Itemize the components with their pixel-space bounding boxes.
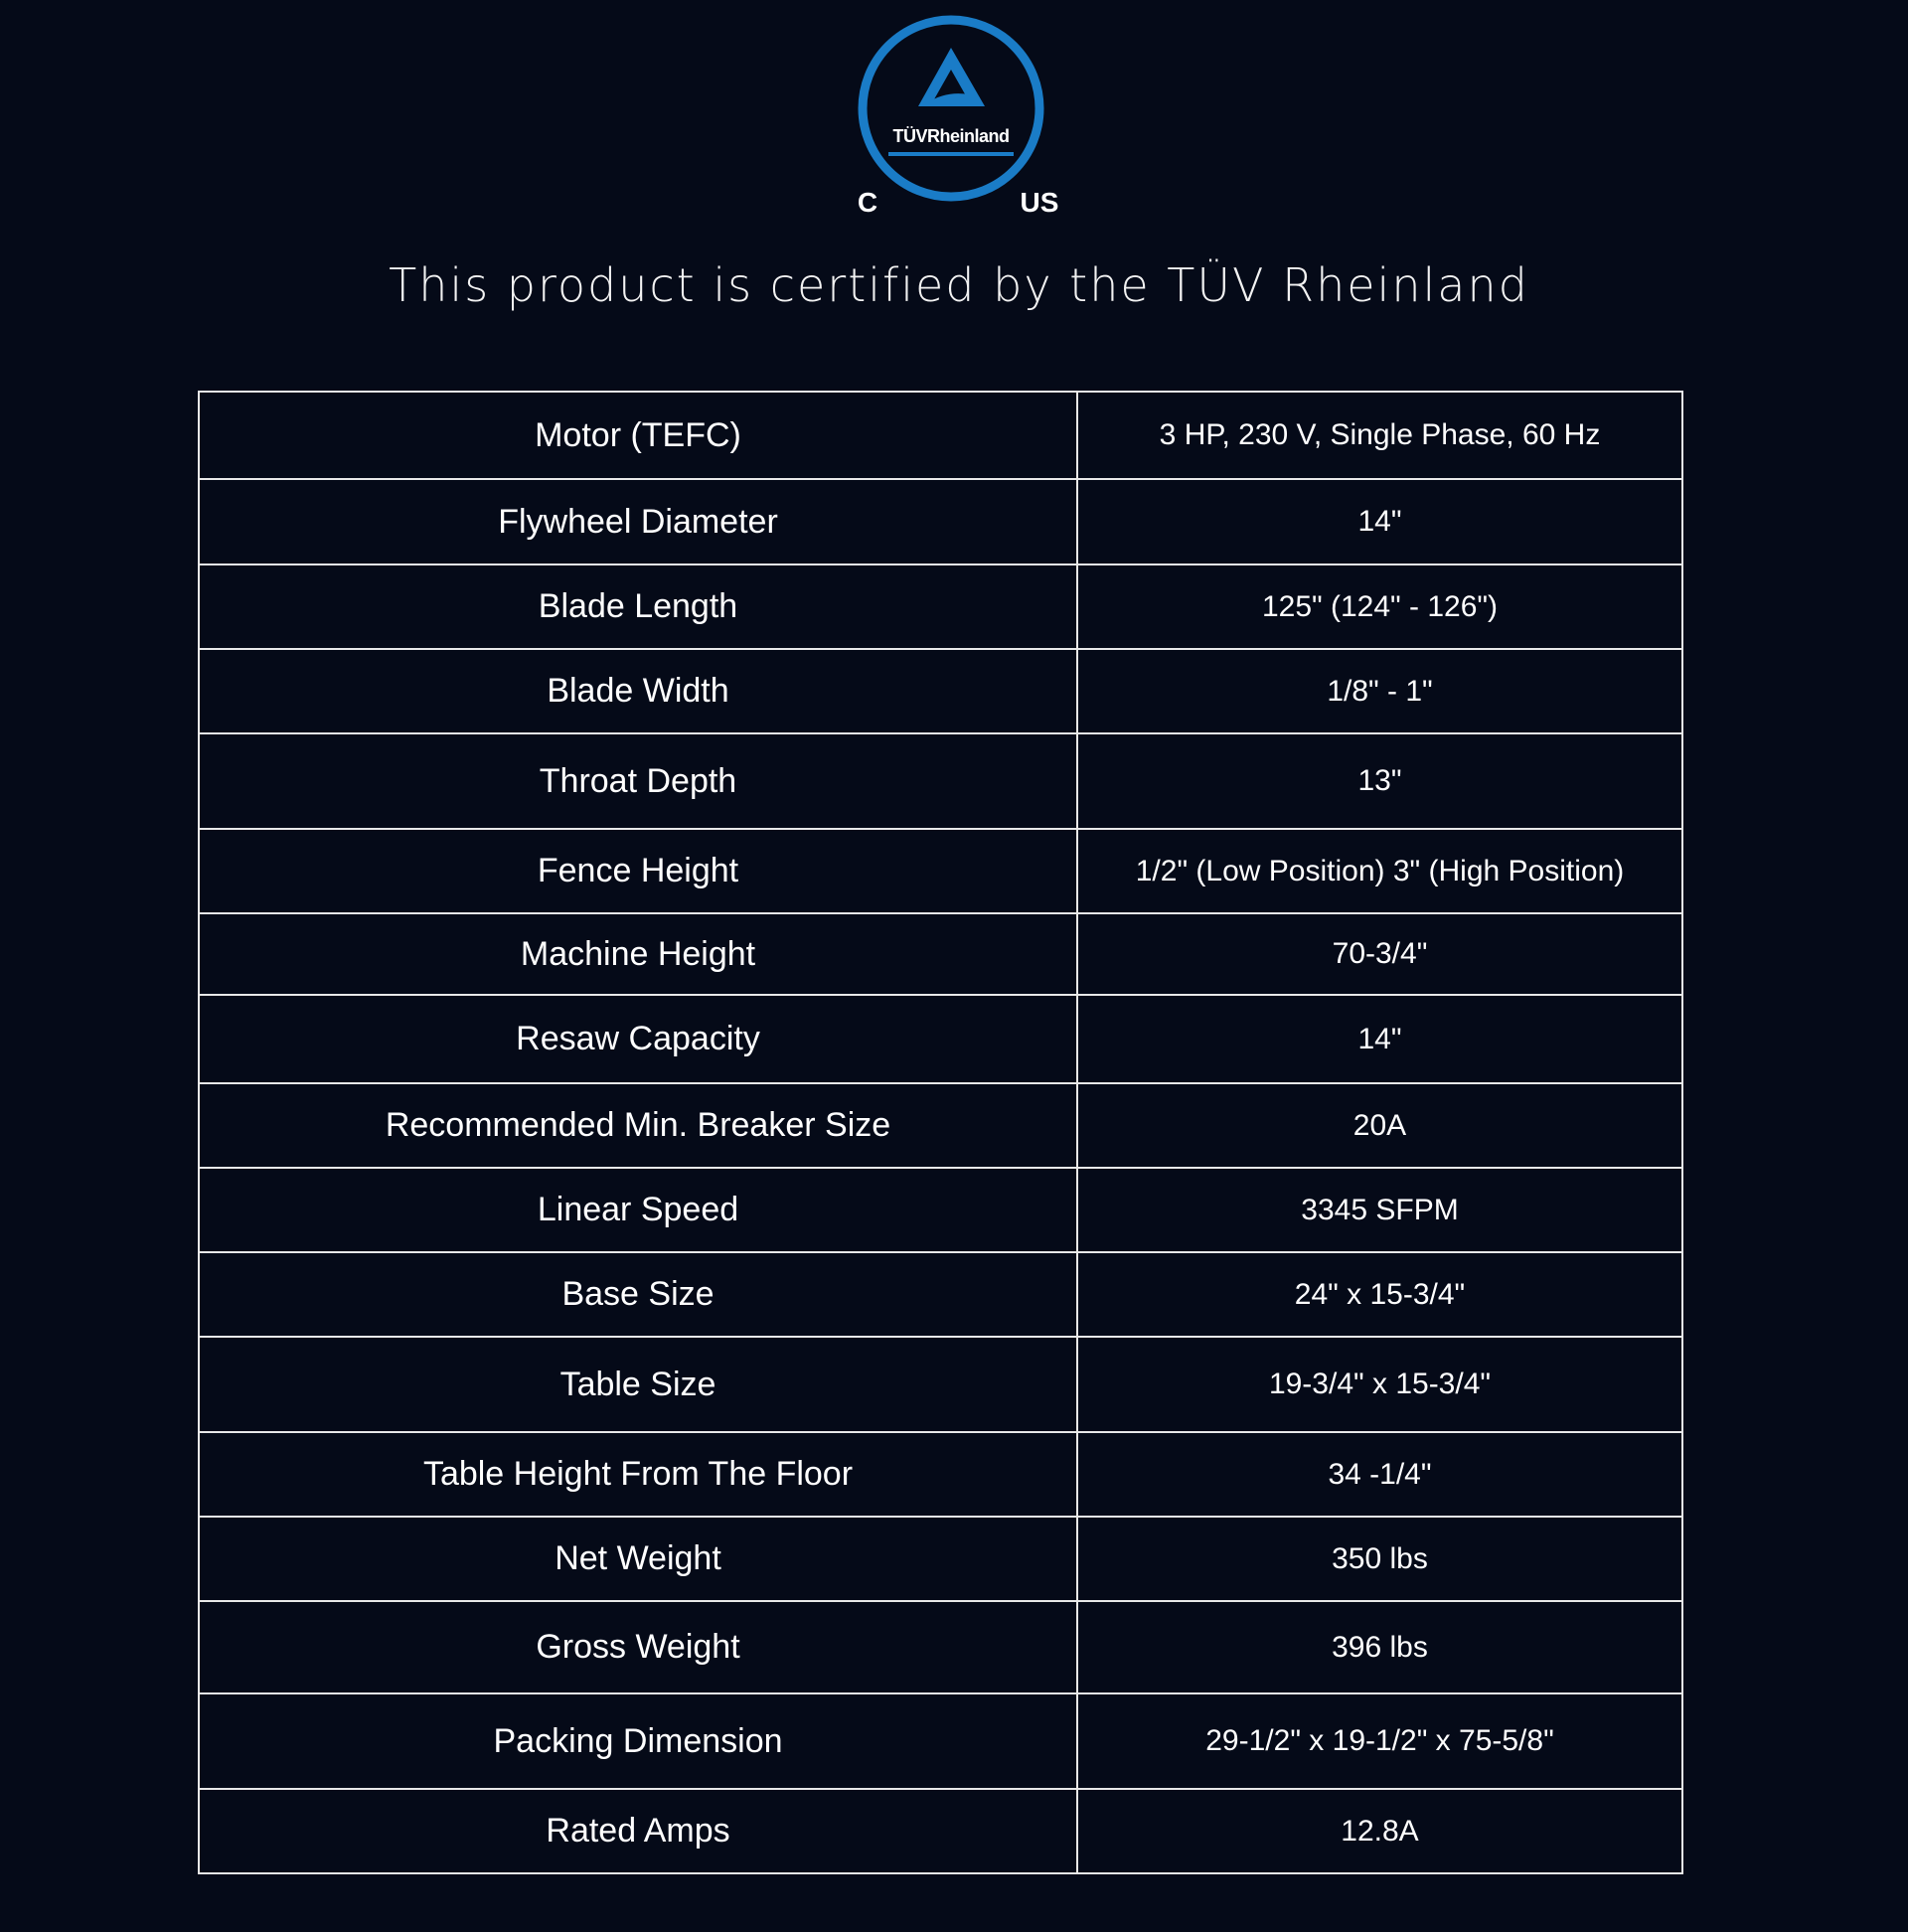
spec-label: Gross Weight: [199, 1601, 1077, 1693]
table-row: [199, 1168, 1682, 1252]
table-row: [199, 733, 1682, 829]
spec-value: 12.8A: [1077, 1789, 1682, 1873]
table-row: [199, 564, 1682, 649]
tuv-rheinland-logo: [851, 8, 1069, 227]
spec-label: Machine Height: [199, 913, 1077, 995]
spec-value: 3345 SFPM: [1077, 1168, 1682, 1252]
table-row: [199, 995, 1682, 1083]
spec-label: Recommended Min. Breaker Size: [199, 1083, 1077, 1168]
spec-value: 24" x 15-3/4": [1077, 1252, 1682, 1337]
spec-value: 13": [1077, 733, 1682, 829]
spec-value: 19-3/4" x 15-3/4": [1077, 1337, 1682, 1432]
table-row: [199, 1601, 1682, 1693]
spec-label: Throat Depth: [199, 733, 1077, 829]
table-row: [199, 1789, 1682, 1873]
table-row: [199, 479, 1682, 564]
spec-label: Base Size: [199, 1252, 1077, 1337]
spec-value: 1/2" (Low Position) 3" (High Position): [1077, 829, 1682, 913]
spec-value: 70-3/4": [1077, 913, 1682, 995]
spec-label: Linear Speed: [199, 1168, 1077, 1252]
spec-label: Motor (TEFC): [199, 392, 1077, 479]
spec-label: Blade Length: [199, 564, 1077, 649]
spec-label: Table Size: [199, 1337, 1077, 1432]
table-row: [199, 1083, 1682, 1168]
spec-label: Flywheel Diameter: [199, 479, 1077, 564]
spec-value: 396 lbs: [1077, 1601, 1682, 1693]
table-row: [199, 913, 1682, 995]
spec-value: 29-1/2" x 19-1/2" x 75-5/8": [1077, 1693, 1682, 1789]
tuv-certification-mark-icon: [851, 8, 1069, 227]
table-row: [199, 829, 1682, 913]
spec-label: Table Height From The Floor: [199, 1432, 1077, 1517]
spec-label: Resaw Capacity: [199, 995, 1077, 1083]
table-row: [199, 1432, 1682, 1517]
spec-value: 1/8" - 1": [1077, 649, 1682, 733]
spec-value: 350 lbs: [1077, 1517, 1682, 1601]
spec-label: Blade Width: [199, 649, 1077, 733]
table-row: [199, 1693, 1682, 1789]
spec-label: Packing Dimension: [199, 1693, 1077, 1789]
logo-ring: [863, 20, 1039, 197]
specifications-table: [198, 391, 1683, 1874]
spec-label: Net Weight: [199, 1517, 1077, 1601]
spec-value: 3 HP, 230 V, Single Phase, 60 Hz: [1077, 392, 1682, 479]
table-row: [199, 1517, 1682, 1601]
spec-value: 34 -1/4": [1077, 1432, 1682, 1517]
logo-us-mark: US: [1020, 187, 1059, 218]
spec-value: 20A: [1077, 1083, 1682, 1168]
table-row: [199, 392, 1682, 479]
table-row: [199, 1252, 1682, 1337]
spec-label: Rated Amps: [199, 1789, 1077, 1873]
logo-c-mark: C: [857, 187, 878, 218]
spec-value: 14": [1077, 995, 1682, 1083]
spec-label: Fence Height: [199, 829, 1077, 913]
table-row: [199, 1337, 1682, 1432]
spec-value: 125" (124" - 126"): [1077, 564, 1682, 649]
table-row: [199, 649, 1682, 733]
logo-brand-text: TÜVRheinland: [892, 126, 1010, 146]
spec-value: 14": [1077, 479, 1682, 564]
certification-headline: This product is certified by the TÜV Rheinland: [389, 258, 1529, 312]
